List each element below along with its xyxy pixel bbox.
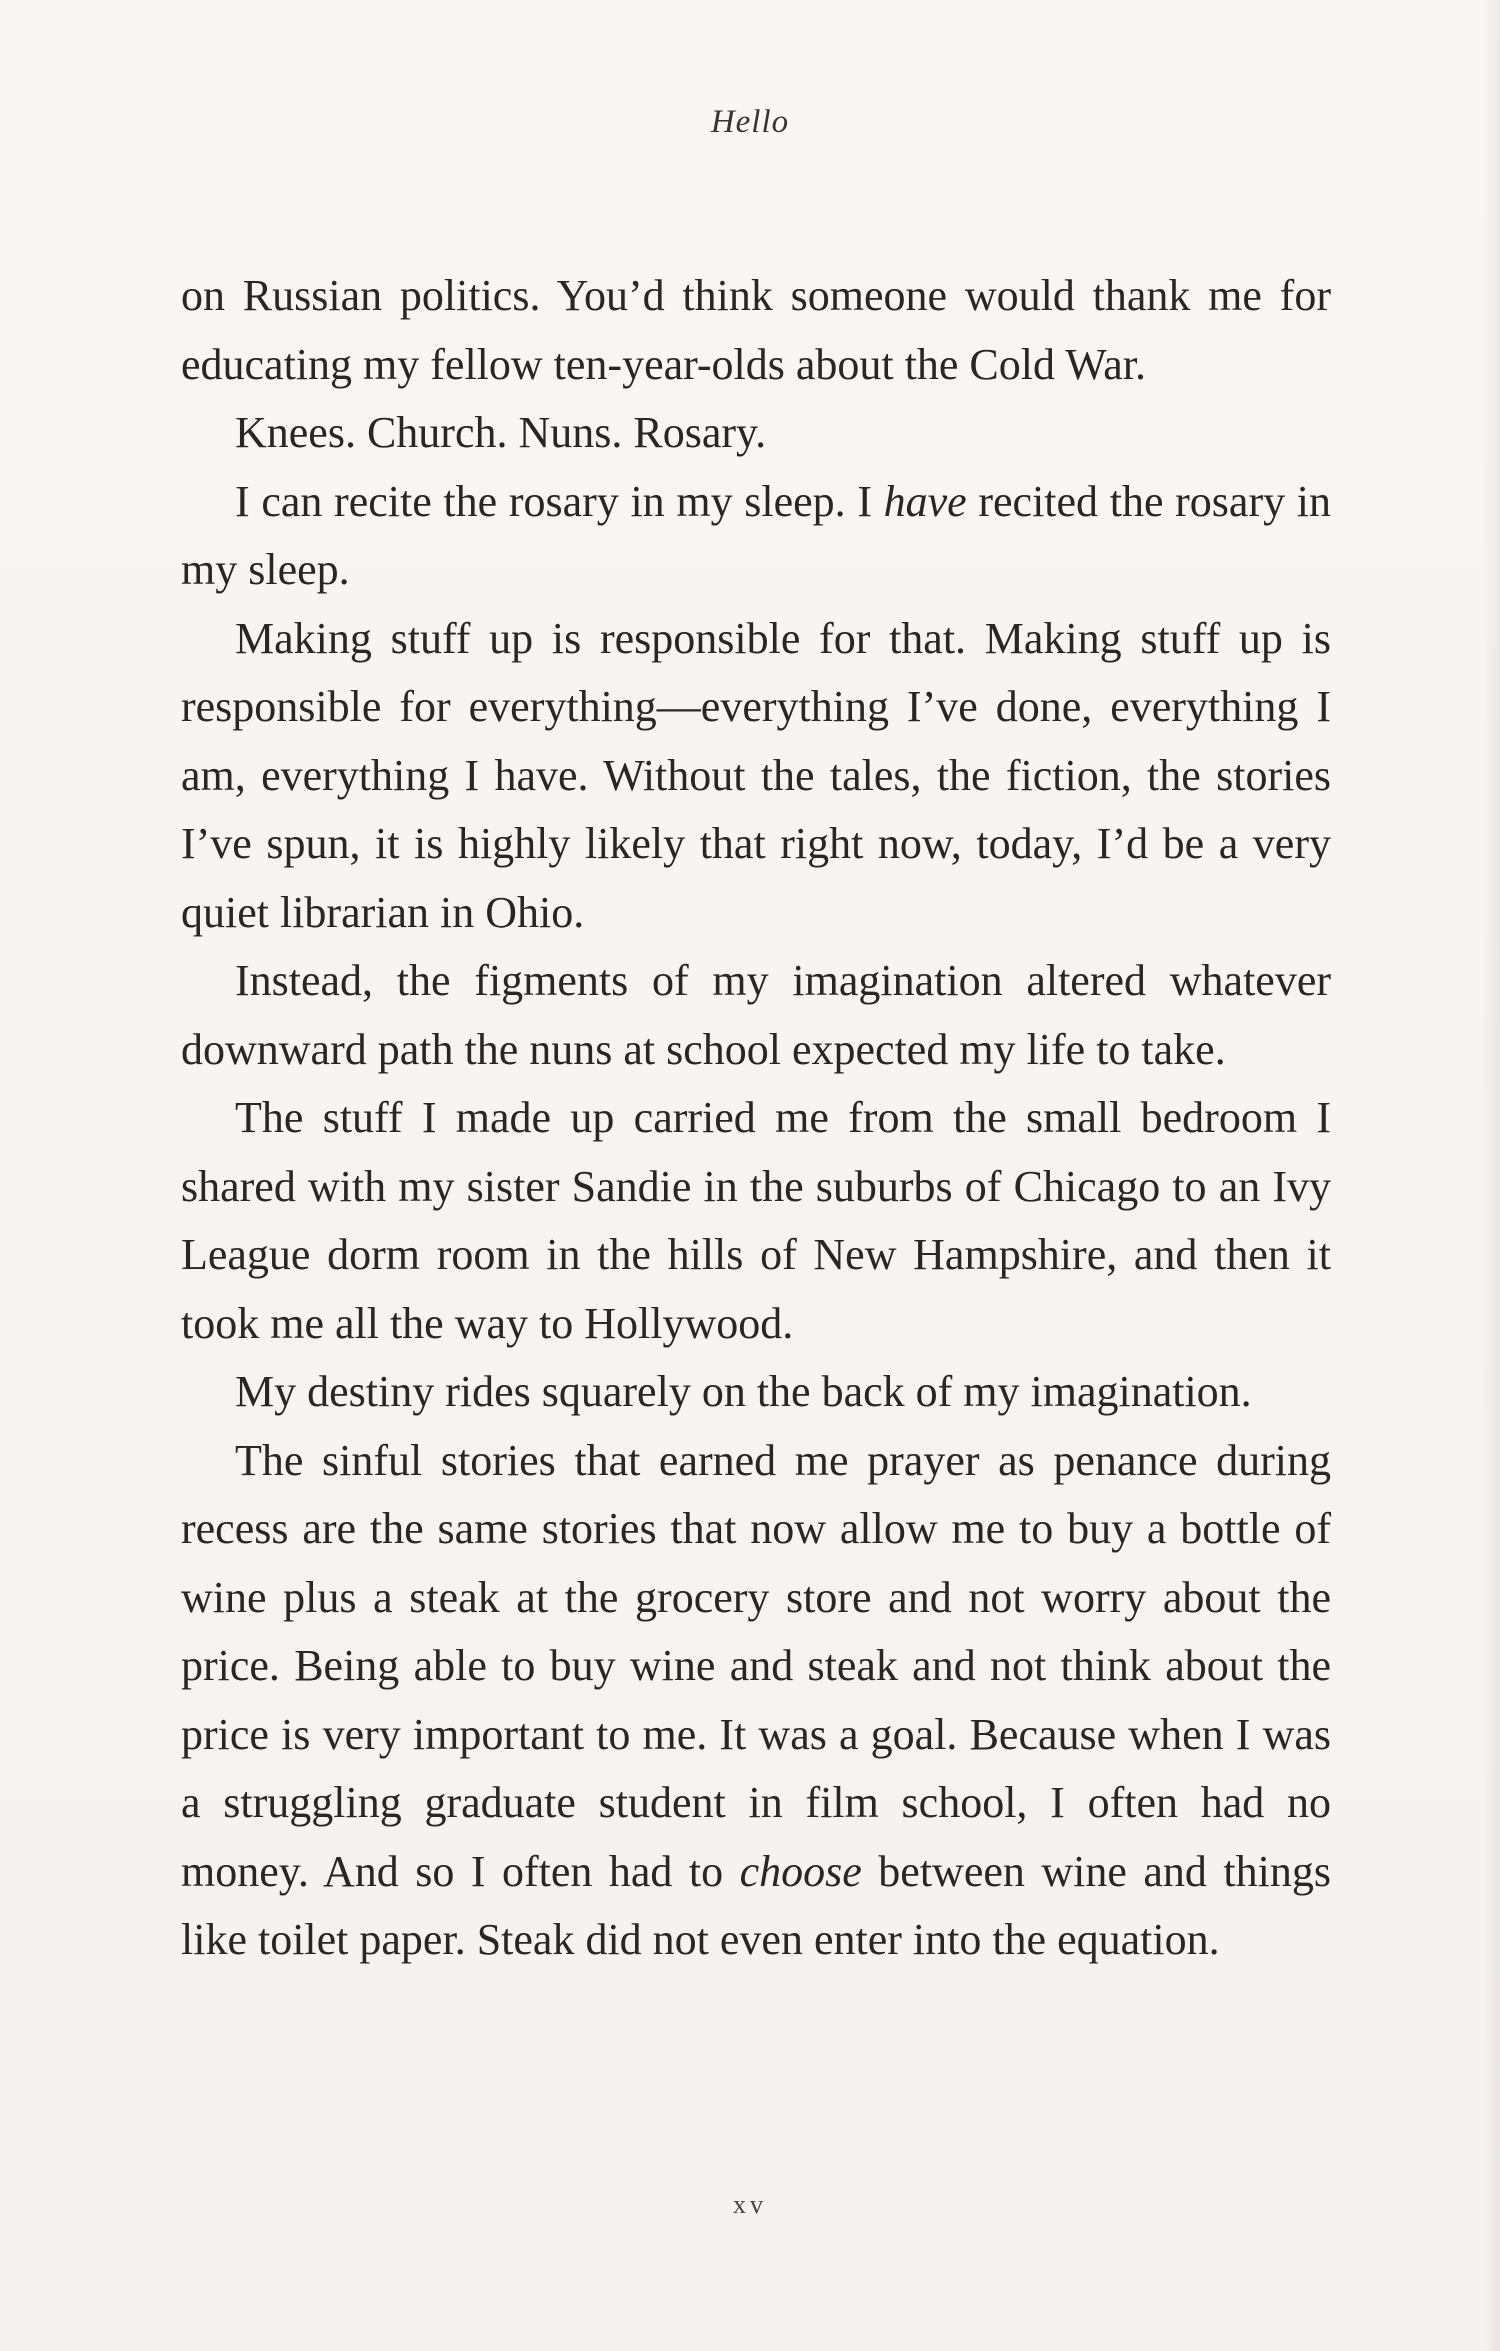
paragraph (181, 605, 1331, 948)
paragraph (181, 468, 1331, 605)
paragraph (181, 1358, 1331, 1427)
running-head: Hello (710, 104, 790, 140)
paragraph (181, 1084, 1331, 1358)
emphasis-text: choose (739, 1846, 862, 1896)
text-segment: Instead, the figments of my imagination altered whatever downward path the nuns at school expected my life to take. (181, 956, 1331, 1074)
text-segment: recited the rosary in my sleep. (181, 476, 1332, 594)
paragraph (181, 262, 1331, 399)
text-segment: Making stuff up is responsible for that. Making stuff up is responsible for everything—everything I’ve done, everything I am, everything I have. Without the tales, the fiction, the stories I’ve spun, it is highly likely that right now, today, I’d be a very quiet librarian in Ohio. (181, 613, 1331, 937)
body-text (181, 262, 1331, 1975)
page-number: xv (733, 2190, 767, 2219)
text-segment: My destiny rides squarely on the back of my imagination. (235, 1367, 1252, 1416)
text-segment: The stuff I made up carried me from the small bedroom I shared with my sister Sandie in the suburbs of Chicago to an Ivy League dorm room in the hills of New Hampshire, and then it took me all the way to Hollywood. (181, 1093, 1331, 1348)
text-segment: I can recite the rosary in my sleep. I (235, 476, 884, 526)
text-segment: on Russian politics. You’d think someone would thank me for educating my fellow ten-year-olds about the Cold War. (181, 271, 1331, 389)
text-segment: The sinful stories that earned me prayer as penance during recess are the same stories that now allow me to buy a bottle of wine plus a steak at the grocery store and not worry about the price. Being able to buy wine and steak and not think about the price is very important to me. It was a goal. Because when I was a struggling graduate student in film school, I often had no money. And so I often had to (181, 1435, 1331, 1896)
text-segment: Knees. Church. Nuns. Rosary. (235, 408, 767, 457)
page-edge-shadow (1482, 0, 1500, 2351)
paragraph (181, 947, 1331, 1084)
text-segment: between wine and things like toilet paper. Steak did not even enter into the equation. (181, 1846, 1331, 1964)
emphasis-text: have (883, 476, 967, 526)
paragraph (181, 1427, 1331, 1975)
paragraph (181, 399, 1331, 468)
